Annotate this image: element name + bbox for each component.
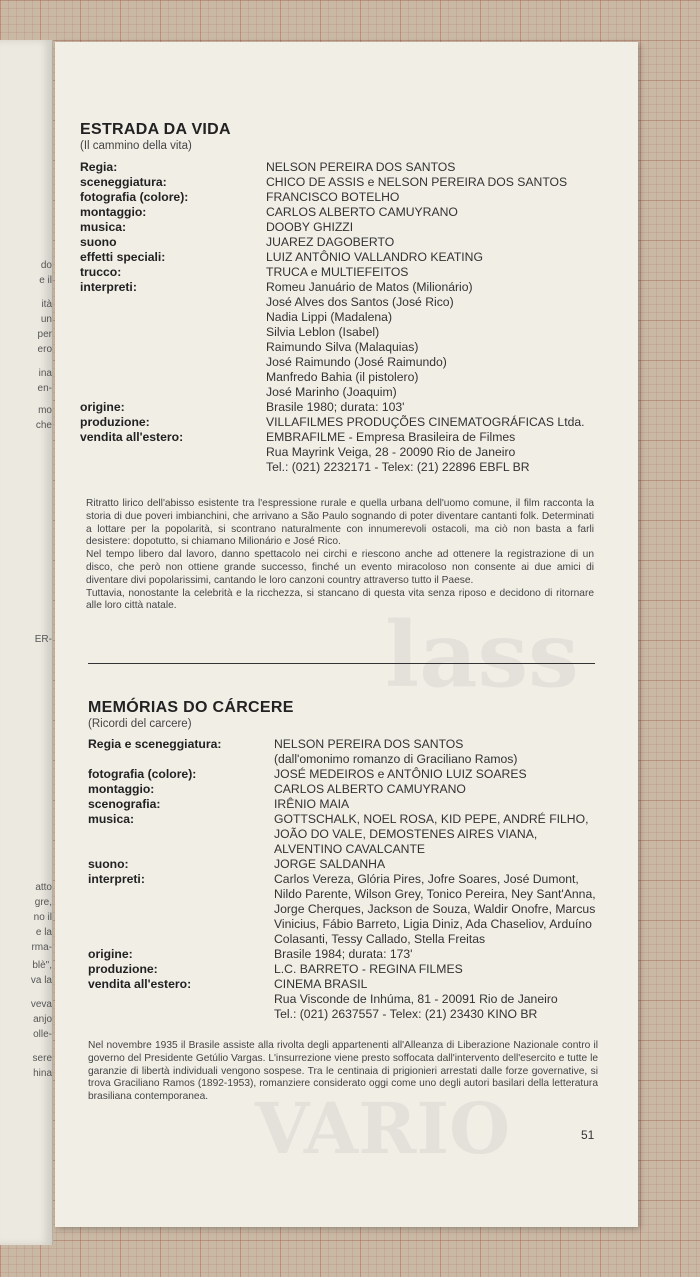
credits-list: [80, 160, 600, 475]
credit-value: CARLOS ALBERTO CAMUYRANO: [274, 782, 466, 796]
credit-values: [266, 280, 600, 400]
credit-value: EMBRAFILME - Empresa Brasileira de Filmes: [266, 430, 516, 444]
film-section-memorias-do-carcere: [88, 698, 608, 1104]
left-page-text-fragment: e il: [39, 275, 52, 286]
credit-values: [266, 430, 600, 475]
credit-row: [80, 175, 600, 190]
credit-value: Tel.: (021) 2232171 - Telex: (21) 22896 EBFL BR: [266, 460, 530, 474]
left-page-text-fragment: olle-: [33, 1029, 52, 1040]
synopsis-paragraph: Nel novembre 1935 il Brasile assiste alla rivolta degli appartenenti all'Alleanza di Liberazione Nazionale contro il governo del Presidente Getúlio Vargas. L'insurrezione viene presto soffocata dall'intervento dell'esercito e tutte le garanzie di libertà individuali vengono sospese. Tra le centinaia di prigionieri arrestati dalle forze governative, si trova Graciliano Ramos (1892-1953), romanziere considerato oggi come uno degli autori basilari della letteratura brasiliana contemporanea.: [88, 1040, 598, 1103]
credit-label: origine:: [80, 400, 125, 414]
credits-list: [88, 737, 608, 1022]
film-title: ESTRADA DA VIDA: [80, 121, 231, 138]
credit-label: suono:: [88, 857, 129, 871]
credit-values: [274, 872, 608, 947]
credit-row: [80, 205, 600, 220]
credit-row: [88, 767, 608, 782]
credit-label: Regia:: [80, 160, 118, 174]
credit-label: interpreti:: [80, 280, 137, 294]
credit-label: musica:: [80, 220, 127, 234]
left-page-text-fragment: blè",: [32, 960, 52, 971]
left-page-text-fragment: ER-: [34, 634, 52, 645]
credit-values: [266, 235, 600, 250]
credit-values: [266, 250, 600, 265]
credit-label: montaggio:: [88, 782, 155, 796]
credit-value: Manfredo Bahia (il pistolero): [266, 370, 419, 384]
credit-row: [80, 430, 600, 475]
credit-values: [274, 767, 608, 782]
credit-label: effetti speciali:: [80, 250, 166, 264]
credit-label: Regia e sceneggiatura:: [88, 737, 222, 751]
credit-row: [80, 220, 600, 235]
credit-value: JORGE SALDANHA: [274, 857, 386, 871]
synopsis: [88, 1040, 598, 1104]
credit-label: montaggio:: [80, 205, 147, 219]
credit-row: [88, 962, 608, 977]
credit-value: José Alves dos Santos (José Rico): [266, 295, 454, 309]
credit-row: [88, 737, 608, 767]
credit-label: vendita all'estero:: [88, 977, 192, 991]
credit-value: Raimundo Silva (Malaquias): [266, 340, 419, 354]
credit-value: DOOBY GHIZZI: [266, 220, 354, 234]
credit-label: suono: [80, 235, 117, 249]
credit-value: Silvia Leblon (Isabel): [266, 325, 380, 339]
credit-row: [80, 235, 600, 250]
credit-label: fotografia (colore):: [80, 190, 189, 204]
credit-label: interpreti:: [88, 872, 145, 886]
credit-row: [88, 872, 608, 947]
credit-values: [266, 400, 600, 415]
credit-row: [80, 415, 600, 430]
credit-row: [80, 250, 600, 265]
credit-value: NELSON PEREIRA DOS SANTOS: [274, 737, 464, 751]
credit-value: FRANCISCO BOTELHO: [266, 190, 400, 204]
credit-value: CHICO DE ASSIS e NELSON PEREIRA DOS SANTOS: [266, 175, 568, 189]
document-page: [55, 42, 638, 1227]
credit-values: [274, 977, 608, 1022]
left-page-text-fragment: che: [35, 420, 52, 431]
credit-row: [80, 265, 600, 280]
credit-value: GOTTSCHALK, NOEL ROSA, KID PEPE, ANDRÉ FILHO, JOÃO DO VALE, DEMOSTENES AIRES VIANA, ALVENTINO CAVALCANTE: [274, 812, 589, 856]
left-page-text-fragment: gre,: [34, 897, 52, 908]
credit-label: sceneggiatura:: [80, 175, 167, 189]
left-page-text-fragment: e la: [35, 927, 52, 938]
show-through-text: lass: [385, 602, 579, 708]
credit-value: Brasile 1980; durata: 103': [266, 400, 405, 414]
credit-values: [274, 737, 608, 767]
left-page-text-fragment: ina: [38, 368, 52, 379]
synopsis-paragraph: Nel tempo libero dal lavoro, danno spettacolo nei circhi e riescono anche ad ottenere la registrazione di un disco, che però non ottiene grande successo, finché un evento miracoloso non consente ai due amici di diventare divi popolarissimi, cantando le loro canzoni country attraverso tutto il Paese.: [86, 549, 594, 586]
credit-label: vendita all'estero:: [80, 430, 184, 444]
credit-label: produzione:: [88, 962, 158, 976]
left-page-text-fragment: ità: [41, 299, 52, 310]
left-page-text-fragment: atto: [35, 882, 52, 893]
credit-label: musica:: [88, 812, 135, 826]
left-page-text-fragment: hina: [33, 1068, 52, 1079]
section-divider: [88, 663, 595, 664]
credit-values: [266, 265, 600, 280]
film-subtitle: (Il cammino della vita): [80, 140, 192, 152]
left-page-text-fragment: do: [40, 260, 52, 271]
left-page-text-fragment: rma-: [31, 942, 52, 953]
left-page-edge: [0, 40, 53, 1245]
credit-value: VILLAFILMES PRODUÇÕES CINEMATOGRÁFICAS Ltda.: [266, 415, 585, 429]
credit-label: produzione:: [80, 415, 150, 429]
credit-row: [88, 857, 608, 872]
credit-value: IRÊNIO MAIA: [274, 797, 350, 811]
left-page-text-fragment: ero: [37, 344, 52, 355]
synopsis-paragraph: Ritratto lirico dell'abisso esistente tra l'espressione rurale e quella urbana dell'uomo comune, il film racconta la storia di due poveri imbianchini, che arrivano a São Paulo sognando di poter diventare cantanti folk. Determinati a lottare per la popolarità, si scontrano naturalmente con innumerevoli ostacoli, ma ciò non basta a farli desistere: dopotutto, si chiamano Milionário e José Rico.: [86, 498, 594, 548]
credit-values: [274, 782, 608, 797]
credit-values: [266, 190, 600, 205]
credit-row: [88, 947, 608, 962]
credit-row: [88, 782, 608, 797]
credit-value: José Marinho (Joaquim): [266, 385, 397, 399]
film-subtitle: (Ricordi del carcere): [88, 718, 192, 730]
left-page-text-fragment: en-: [37, 383, 52, 394]
left-page-text-fragment: anjo: [33, 1014, 52, 1025]
film-section-estrada-da-vida: [80, 120, 600, 613]
credit-value: JUAREZ DAGOBERTO: [266, 235, 395, 249]
credit-values: [266, 205, 600, 220]
credit-value: Carlos Vereza, Glória Pires, Jofre Soares, José Dumont, Nildo Parente, Wilson Grey, Tonico Pereira, Ney Sant'Anna, Jorge Cherques, Jackson de Souza, Waldir Onofre, Marcus Vinicius, Fábio Barreto, Ligia Diniz, Ada Chaseliov, Arduíno Colasanti, Tessy Callado, Stella Freitas: [274, 872, 596, 946]
credit-value: CINEMA BRASIL: [274, 977, 368, 991]
credit-values: [266, 415, 600, 430]
credit-values: [266, 175, 600, 190]
credit-value: Tel.: (021) 2637557 - Telex: (21) 23430 KINO BR: [274, 1007, 538, 1021]
credit-label: origine:: [88, 947, 133, 961]
credit-value: L.C. BARRETO - REGINA FILMES: [274, 962, 463, 976]
credit-row: [80, 190, 600, 205]
credit-value: TRUCA e MULTIEFEITOS: [266, 265, 409, 279]
credit-value: Brasile 1984; durata: 173': [274, 947, 413, 961]
credit-values: [274, 812, 608, 857]
credit-value: Nadia Lippi (Madalena): [266, 310, 393, 324]
credit-row: [80, 280, 600, 400]
credit-value: (dall'omonimo romanzo di Graciliano Ramos): [274, 752, 518, 766]
credit-values: [274, 962, 608, 977]
credit-label: trucco:: [80, 265, 122, 279]
credit-values: [266, 160, 600, 175]
credit-values: [266, 220, 600, 235]
left-page-text-fragment: mo: [38, 405, 52, 416]
credit-values: [274, 797, 608, 812]
credit-values: [274, 857, 608, 872]
credit-value: CARLOS ALBERTO CAMUYRANO: [266, 205, 458, 219]
credit-row: [80, 160, 600, 175]
page-number: 51: [581, 1128, 595, 1142]
film-title: MEMÓRIAS DO CÁRCERE: [88, 699, 294, 716]
credit-value: JOSÉ MEDEIROS e ANTÔNIO LUIZ SOARES: [274, 767, 527, 781]
credit-row: [88, 977, 608, 1022]
left-page-text-fragment: sere: [32, 1053, 52, 1064]
credit-values: [274, 947, 608, 962]
left-page-text-fragment: va la: [30, 975, 52, 986]
credit-value: Rua Mayrink Veiga, 28 - 20090 Rio de Janeiro: [266, 445, 516, 459]
left-page-text-fragment: no il: [33, 912, 52, 923]
credit-value: Romeu Januário de Matos (Milionário): [266, 280, 473, 294]
credit-value: LUIZ ANTÔNIO VALLANDRO KEATING: [266, 250, 483, 264]
left-page-text-fragment: per: [37, 329, 52, 340]
credit-row: [80, 400, 600, 415]
credit-label: fotografia (colore):: [88, 767, 197, 781]
left-page-text-fragment: un: [40, 314, 52, 325]
credit-value: José Raimundo (José Raimundo): [266, 355, 447, 369]
credit-row: [88, 812, 608, 857]
show-through-logo: VARIO: [255, 1087, 511, 1170]
credit-value: Rua Visconde de Inhúma, 81 - 20091 Rio de Janeiro: [274, 992, 558, 1006]
synopsis: [80, 498, 594, 613]
left-page-text-fragment: veva: [30, 999, 52, 1010]
credit-label: scenografia:: [88, 797, 161, 811]
credit-value: NELSON PEREIRA DOS SANTOS: [266, 160, 456, 174]
synopsis-paragraph: Tuttavia, nonostante la celebrità e la ricchezza, si stancano di questa vita senza riposo e decidono di ritornare alle loro città natale.: [86, 587, 594, 612]
credit-row: [88, 797, 608, 812]
